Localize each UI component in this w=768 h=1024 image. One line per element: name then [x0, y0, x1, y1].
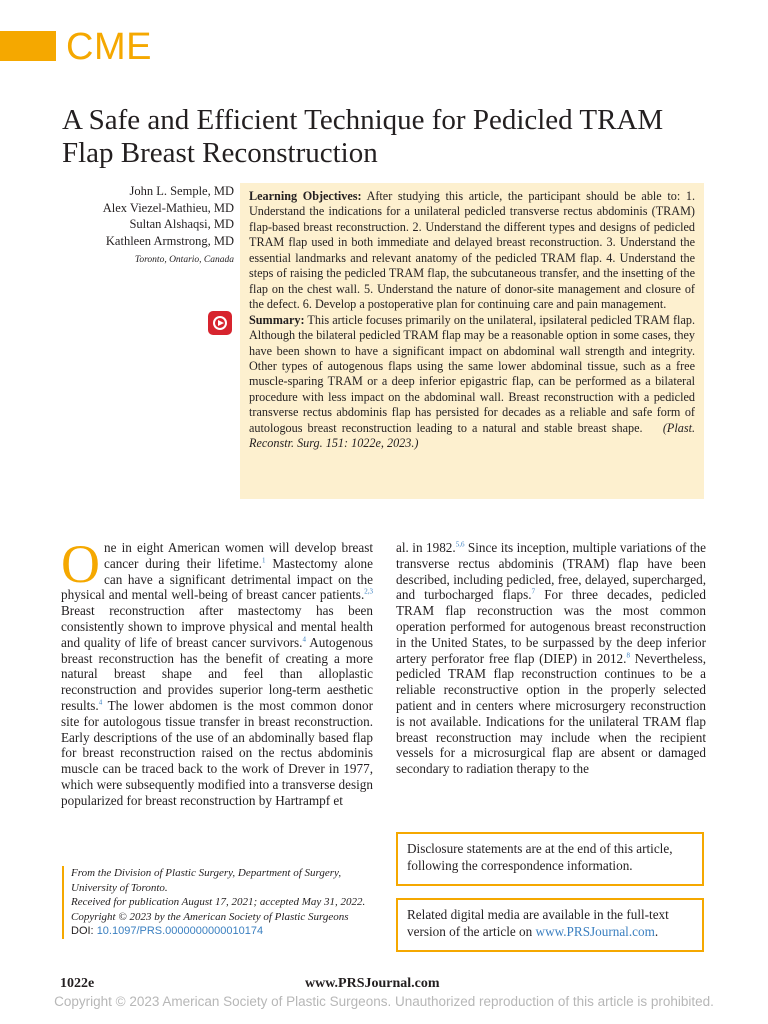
objectives-label: Learning Objectives:: [249, 189, 362, 203]
page-number: 1022e: [60, 976, 95, 991]
journal-website[interactable]: www.PRSJournal.com: [305, 976, 440, 991]
digital-media-icon[interactable]: [208, 311, 232, 335]
section-label: CME: [66, 26, 152, 68]
body-column-left: [61, 534, 373, 809]
reference-link[interactable]: 4: [98, 698, 103, 707]
reference-link[interactable]: 2,3: [364, 588, 373, 596]
objectives-text: After studying this article, the participant should be able to: 1. Understand the indications for a unilateral pedicled transverse rectus abdominis (TRAM) flap-based breast reconstruction. 2. Understand the different types and designs of pedicled TRAM flap used in both immediate and delayed breast reconstruction. 3. Understand the essential landmarks and relevant anatomy of the pedicled TRAM flap. 4. Understand the steps of raising the pedicled TRAM flap, the subcutaneous transfer, and the insetting of the flap on the chest wall. 5. Understand the nature of donor-site management and closure of the defect. 6. Develop a postoperative plan for continuing care and pain management.: [249, 189, 695, 312]
reference-link[interactable]: 1: [261, 556, 266, 565]
author: Sultan Alshaqsi, MD: [129, 217, 234, 231]
body-text: Nevertheless, pedicled TRAM flap reconstruction continues to be a reliable reconstructive option in the properly selected patient and in centers where microsurgery reconstruction is not available. Indications for the unilateral TRAM flap breast reconstruction may include when the recipient vessels for a microsurgical flap are absent or damaged secondary to radiation therapy to the: [396, 650, 707, 777]
reference-link[interactable]: 4: [302, 635, 306, 644]
digital-media-notice: [396, 898, 704, 952]
author-location: Toronto, Ontario, Canada: [134, 255, 234, 265]
reference-link[interactable]: 7: [531, 588, 536, 596]
citation: (Plast. Reconstr. Surg. 151: 1022e, 2023.): [249, 420, 696, 451]
copyright-line: Copyright © 2023 by the American Society of Plastic Surgeons: [71, 910, 349, 923]
summary-text: This article focuses primarily on the unilateral, ipsilateral pedicled TRAM flap. Although the bilateral pedicled TRAM flap may be a reasonable option in some cases, they have been shown to have a significant impact on abdominal wall strength and integrity. Other types of autogenous flaps using the same lower abdominal tissue, such as a free muscle-sparing TRAM or a deep inferior epigastric flap, can be performed as a bilateral procedure with less impact on the abdominal wall. Breast reconstruction with a pedicled transverse rectus abdominis flap has persisted for decades as a reliable and safe form of autologous breast reconstruction leading to a natural and stable breast shape.: [249, 312, 695, 435]
drop-cap: O: [61, 534, 100, 594]
play-icon: [213, 316, 227, 330]
body-text: ne in eight American women will develop breast cancer during their lifetime.: [104, 540, 373, 571]
cme-color-bar: [0, 31, 56, 61]
affiliation-text: From the Division of Plastic Surgery, Department of Surgery, University of Toronto.: [71, 867, 342, 894]
body-text: The lower abdomen is the most common donor site for autologous tissue transfer in breast reconstruction. Early descriptions of the use of an abdominally based flap for breast reconstruction raised on the rectus abdominis muscle can be traced back to the work of Drever in 1977, which were subsequently modified into a transverse design popularized for breast reconstruction by Hartrampf et: [61, 697, 373, 808]
doi-link[interactable]: 10.1097/PRS.0000000000010174: [96, 925, 264, 938]
body-text: Mastectomy alone can have a significant detrimental impact on the physical and mental well-being of breast cancer patients.: [61, 555, 373, 603]
body-text: al. in 1982.: [396, 540, 456, 555]
received-date: Received for publication August 17, 2021; accepted May 31, 2022.: [71, 896, 366, 909]
abstract-box: [240, 183, 704, 499]
reference-link[interactable]: 8: [626, 651, 630, 660]
author: Kathleen Armstrong, MD: [105, 233, 234, 248]
reference-link[interactable]: 5,6: [455, 540, 465, 549]
doi-label: DOI:: [71, 925, 94, 938]
summary-label: Summary:: [249, 312, 305, 327]
body-text: Since its inception, multiple variations of the transverse rectus abdominis (TRAM) flap have been described, including pedicled, free, delayed, supercharged, and turbocharged flaps.: [396, 540, 706, 603]
body-text: Autogenous breast reconstruction has the benefit of creating a more natural breast shape and feel than alloplastic reconstruction and provides superior long-term aesthetic results.: [61, 634, 373, 713]
journal-link[interactable]: www.PRSJournal.com: [535, 924, 655, 939]
disclosure-text: Disclosure statements are at the end of this article, following the correspondence information.: [407, 841, 673, 873]
article-title: A Safe and Efficient Technique for Pedicled TRAM Flap Breast Reconstruction: [62, 104, 664, 169]
body-text: For three decades, pedicled TRAM flap reconstruction was the most common operation performed for autogenous breast reconstruction in the United States, to be surpassed by the deep inferior artery perforator free flap (DIEP) in 2012.: [396, 587, 706, 666]
disclosure-notice: [396, 832, 704, 886]
media-notice-text: Related digital media are available in the full-text version of the article on: [407, 907, 669, 939]
period: .: [654, 924, 659, 939]
copyright-notice: Copyright © 2023 American Society of Plastic Surgeons. Unauthorized reproduction of this article is prohibited.: [54, 994, 714, 1009]
author: Alex Viezel-Mathieu, MD: [102, 200, 234, 215]
body-text: Breast reconstruction after mastectomy has been consistently shown to improve physical and mental health and quality of life of breast cancer survivors.: [61, 603, 373, 650]
body-column-right: [396, 540, 706, 777]
author-list: [60, 183, 234, 249]
author: John L. Semple, MD: [129, 184, 234, 198]
affiliation-block: [62, 866, 374, 939]
